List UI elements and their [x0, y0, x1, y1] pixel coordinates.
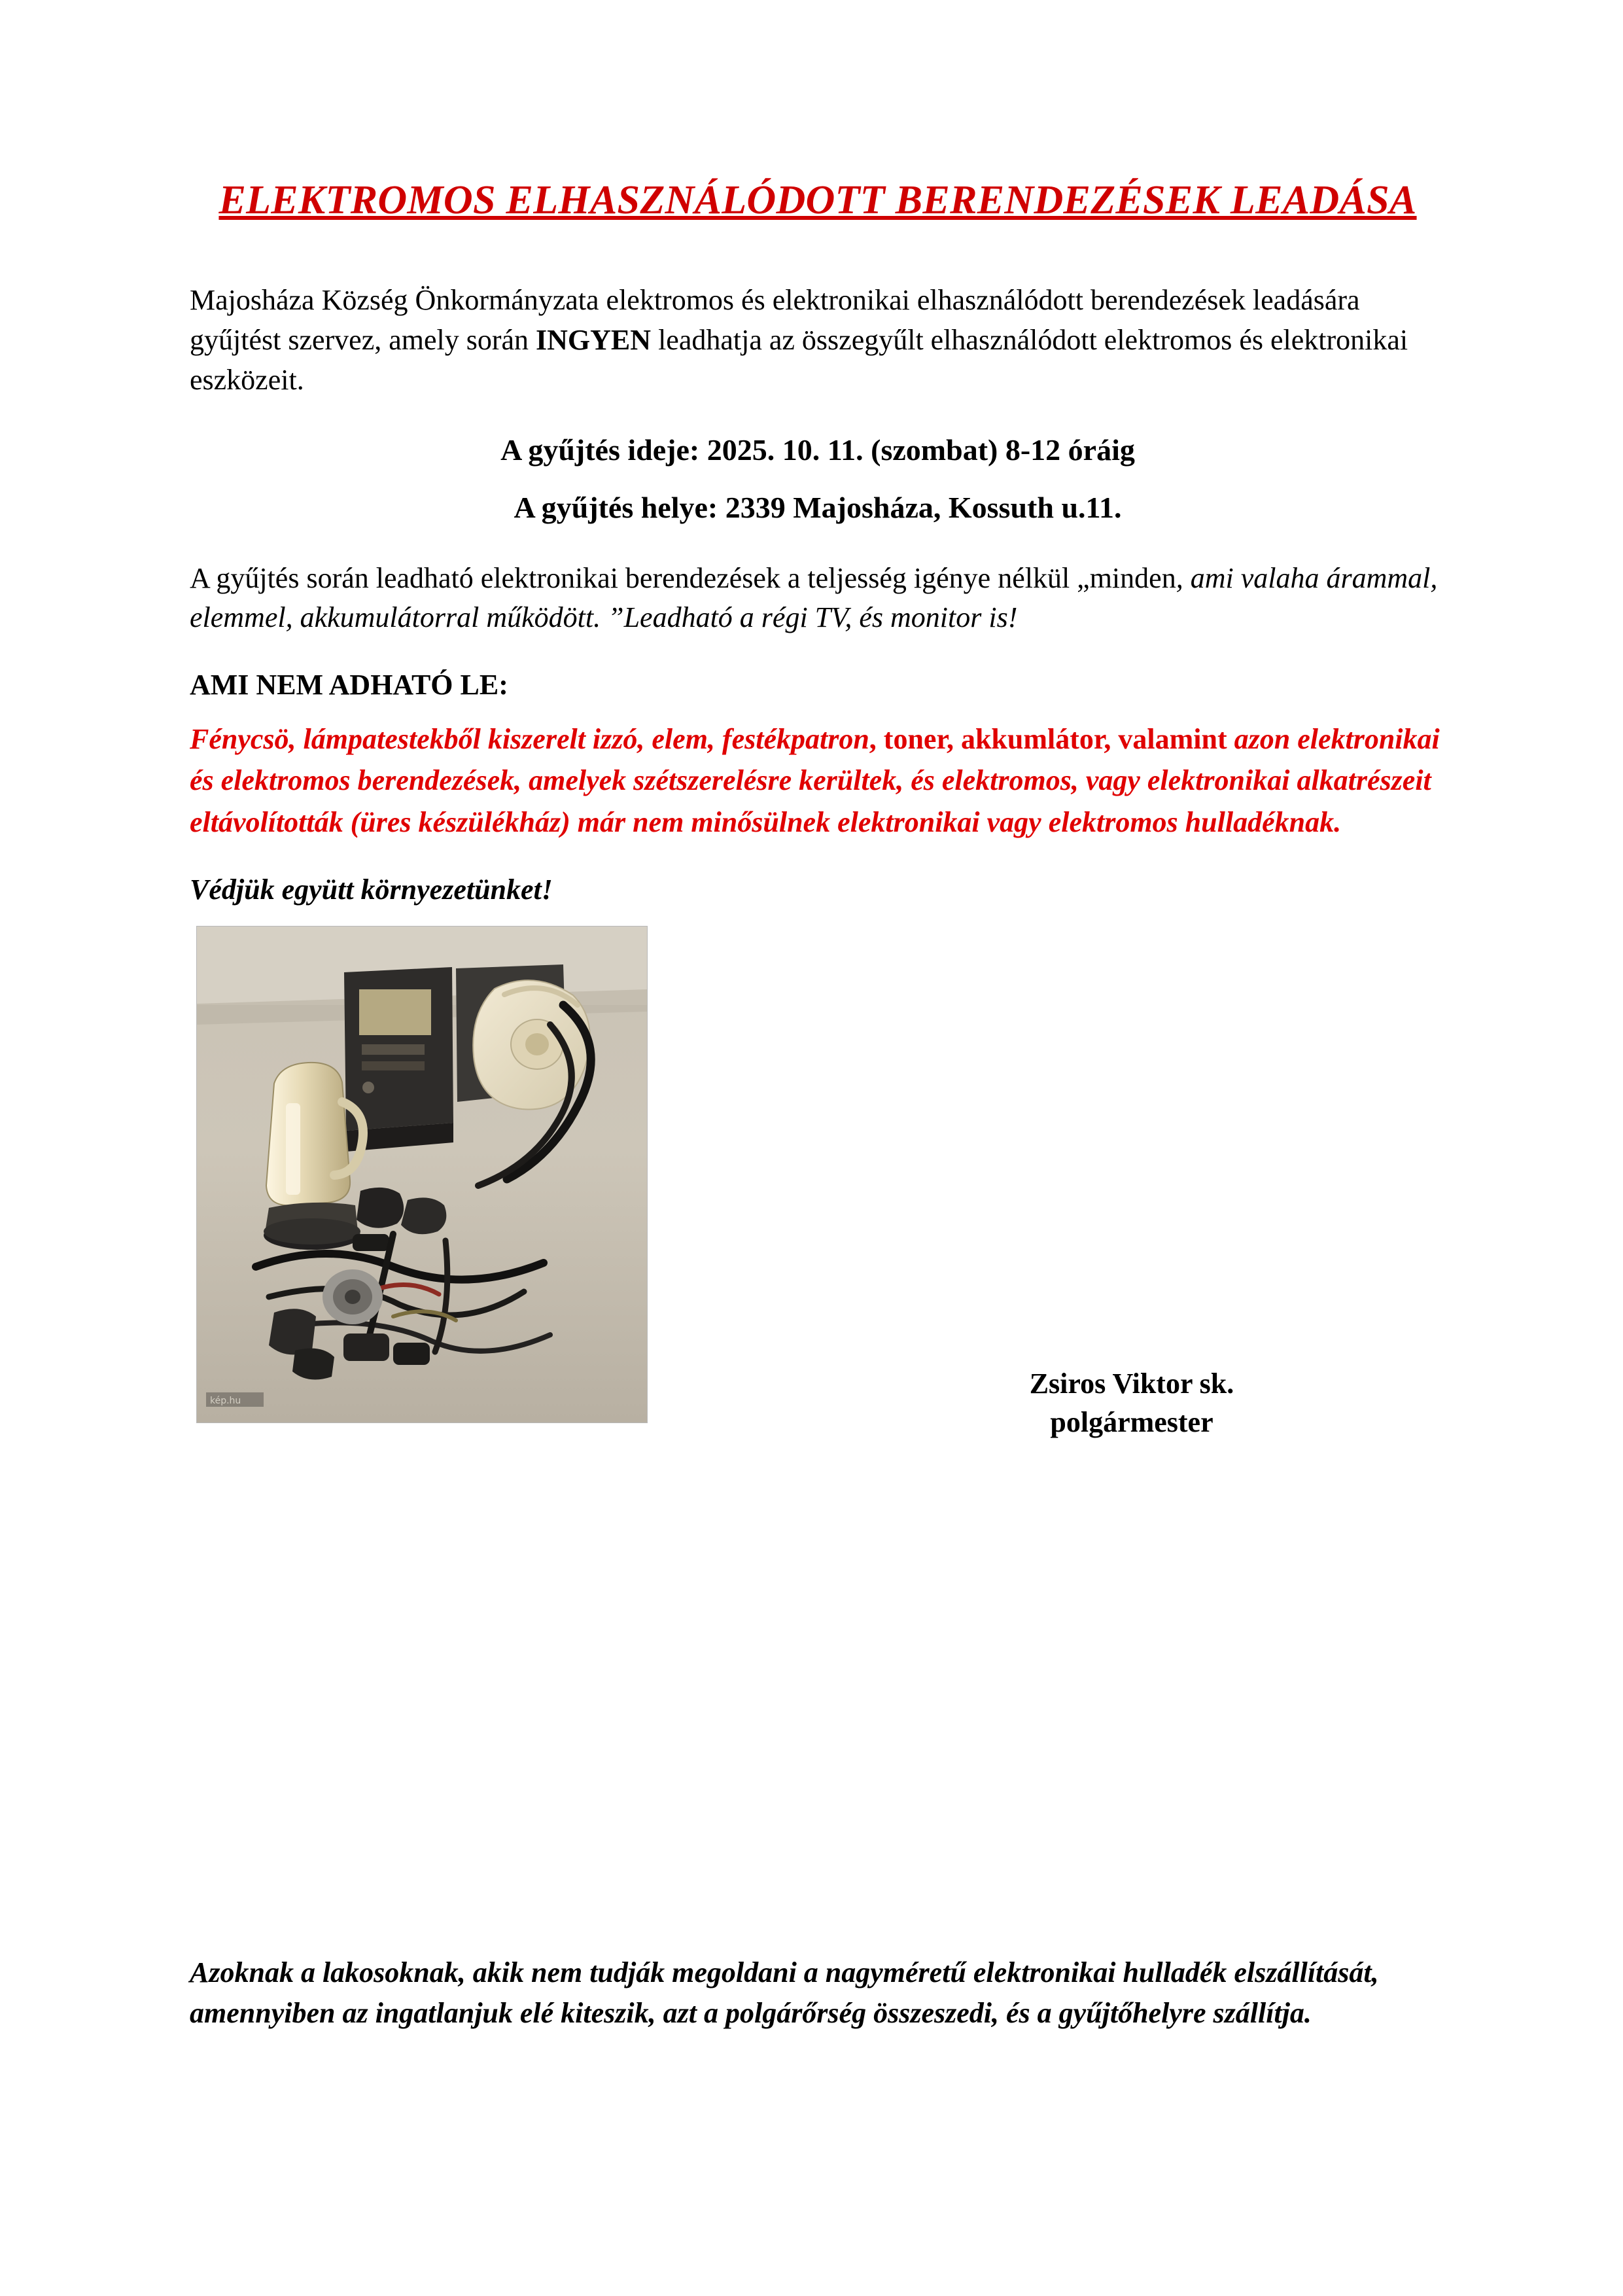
footer-note: Azoknak a lakosoknak, akik nem tudják megoldani a nagyméretű elektronikai hulladék elszállítását, amennyiben az ingatlanjuk elé kiteszik, azt a polgárőrség összeszedi, és a gyűjtőhelyre szállítja. — [190, 1956, 1379, 2030]
photo-old-electronics — [196, 926, 648, 1423]
document-body — [190, 177, 1446, 1439]
not-accepted-line2-plain: valamint — [1118, 722, 1234, 755]
collection-place: A gyűjtés helye: 2339 Majosháza, Kossuth u.11. — [514, 491, 1122, 525]
accepted-items-paragraph — [190, 559, 1446, 638]
signature-block — [903, 1364, 1361, 1442]
intro-emphasis: INGYEN — [536, 323, 652, 356]
accepted-italic-text: , ami valaha árammal, elemmel, akkumulátorral működött. ”Leadható a régi TV, és monitor is! — [190, 561, 1438, 634]
not-accepted-list — [190, 718, 1446, 843]
collection-time: A gyűjtés ideje: 2025. 10. 11. (szombat) 8-12 óráig — [500, 433, 1135, 467]
intro-text-part2: leadhatja az összegyűlt elhasználódott elektromos és elektronikai eszközeit. — [190, 323, 1408, 396]
photo-row — [190, 926, 1446, 1439]
svg-text:kép.hu: kép.hu — [210, 1396, 241, 1407]
intro-paragraph — [190, 281, 1446, 400]
environment-slogan: Védjük együtt környezetünket! — [190, 874, 553, 906]
accepted-lead-text: A gyűjtés során leadható elektronikai berendezések a teljesség igénye nélkül „minden — [190, 561, 1176, 594]
page-title: ELEKTROMOS ELHASZNÁLÓDOTT BERENDEZÉSEK LEADÁSA — [218, 178, 1417, 222]
not-accepted-line1-italic: Fénycsö, lámpatestekből kiszerelt izzó, elem, festékpatron — [190, 722, 869, 755]
not-accepted-heading: AMI NEM ADHATÓ LE: — [190, 668, 508, 701]
photo-illustration — [197, 927, 647, 1422]
signature-role: polgármester — [1050, 1406, 1213, 1439]
intro-text-part1: Majosháza Község Önkormányzata elektromos és elektronikai elhasználódott berendezések leadására gyűjtést szervez, amely során — [190, 284, 1360, 356]
signature-name: Zsiros Viktor sk. — [1029, 1368, 1234, 1400]
not-accepted-line1-plain: , toner, akkumlátor, — [869, 722, 1111, 755]
not-accepted-line2-italic: azon elektronikai és elektromos berendezések, amelyek szétszerelésre kerültek, és elektromos, vagy elektronikai alkatrészeit eltávolították (üres készülékház) már nem minősülnek elektronikai vagy elektromos hulladéknak. — [190, 722, 1440, 838]
